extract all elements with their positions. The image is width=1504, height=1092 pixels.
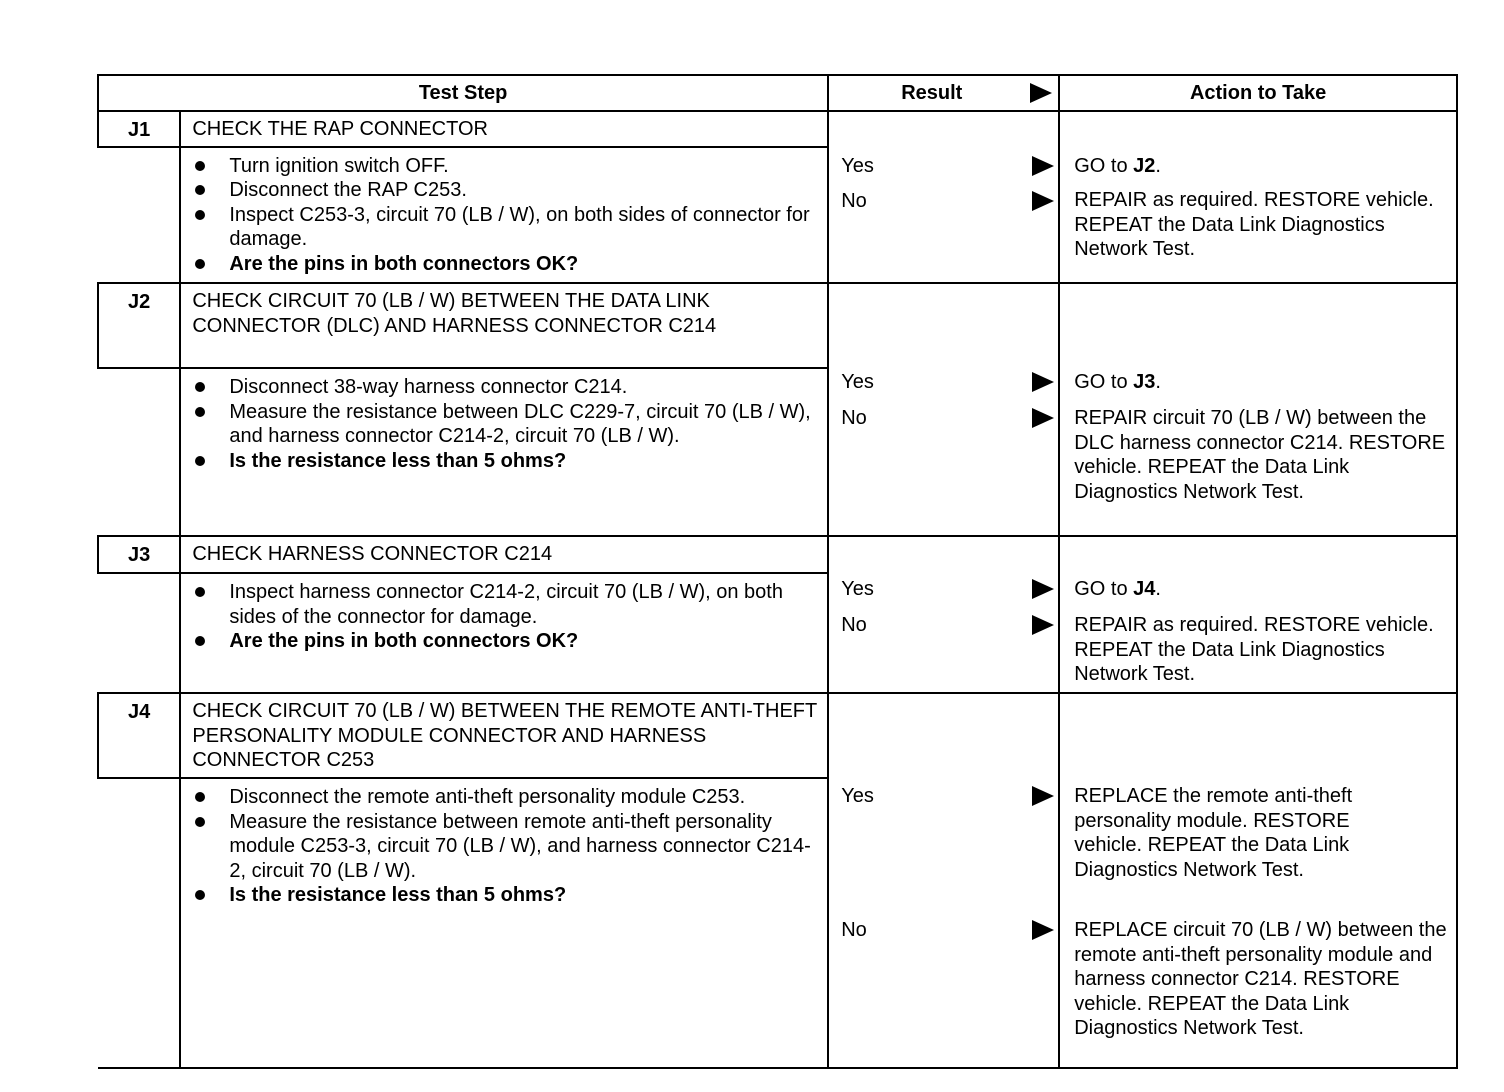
bullet-icon (193, 375, 229, 399)
result-label: Yes (841, 577, 874, 600)
header-action: Action to Take (1059, 75, 1457, 111)
bullet-icon (193, 400, 229, 424)
action-yes (1074, 154, 1452, 179)
bullet-icon (193, 810, 229, 834)
action-no: REPAIR as required. RESTORE vehicle. REPEAT the Data Link Diagnostics Network Test. (1074, 189, 1434, 260)
header-test-step: Test Step (98, 75, 828, 111)
bullet-icon (193, 203, 229, 227)
action-yes (1074, 370, 1452, 395)
arrow-icon (1032, 615, 1054, 635)
step-title: CHECK CIRCUIT 70 (LB / W) BETWEEN THE DATA LINK CONNECTOR (DLC) AND HARNESS CONNECTOR C214 (180, 283, 828, 368)
arrow-icon (1030, 83, 1052, 103)
result-yes (841, 370, 1058, 394)
result-yes (841, 154, 1058, 178)
bullet-question: Is the resistance less than 5 ohms? (193, 449, 815, 474)
arrow-icon (1032, 156, 1054, 176)
action-cell (1059, 111, 1457, 283)
step-id: J4 (98, 693, 180, 778)
step-title-row (98, 536, 1457, 573)
result-cell (828, 536, 1059, 693)
header-result (828, 75, 1059, 111)
result-cell (828, 111, 1059, 283)
action-suffix: . (1155, 371, 1161, 393)
arrow-icon (1032, 191, 1054, 211)
action-suffix: . (1155, 155, 1161, 177)
step-id: J1 (98, 111, 180, 147)
result-label: No (841, 189, 867, 212)
action-target: J4 (1133, 578, 1156, 600)
action-no: REPLACE circuit 70 (LB / W) between the remote anti-theft personality module and harness connector C214. RESTORE vehicle. REPEAT the Data Link Diagnostics Network Test. (1074, 919, 1447, 1039)
step-title: CHECK THE RAP CONNECTOR (180, 111, 828, 147)
result-no (841, 189, 1058, 213)
bullet-item: Turn ignition switch OFF. (193, 154, 815, 179)
arrow-icon (1032, 372, 1054, 392)
bullet-icon (193, 178, 229, 202)
action-text: GO to (1074, 371, 1134, 393)
action-suffix: . (1155, 578, 1161, 600)
header-row (98, 75, 1457, 111)
bullet-item: Measure the resistance between remote anti-theft personality module C253-3, circuit 70 (LB / W), and harness connector C214-2, circuit 70 (LB / W). (193, 810, 815, 884)
action-text: GO to (1074, 155, 1134, 177)
bullet-icon (193, 449, 229, 473)
arrow-icon (1032, 579, 1054, 599)
step-id-spacer (98, 778, 180, 1068)
step-id-spacer (98, 147, 180, 284)
bullet-icon (193, 785, 229, 809)
result-no (841, 613, 1058, 637)
action-yes: REPLACE the remote anti-theft personality module. RESTORE vehicle. REPEAT the Data Link Diagnostics Network Test. (1074, 785, 1353, 881)
step-id-spacer (98, 368, 180, 536)
action-target: J2 (1133, 155, 1156, 177)
result-label: No (841, 918, 867, 941)
result-cell (828, 693, 1059, 1068)
result-label: Yes (841, 154, 874, 177)
bullet-item: Disconnect the remote anti-theft personality module C253. (193, 785, 815, 810)
action-no: REPAIR circuit 70 (LB / W) between the DLC harness connector C214. RESTORE vehicle. REPEAT the Data Link Diagnostics Network Test. (1074, 407, 1446, 503)
action-no: REPAIR as required. RESTORE vehicle. REPEAT the Data Link Diagnostics Network Test. (1074, 614, 1434, 685)
result-cell (828, 283, 1059, 536)
bullet-icon (193, 883, 229, 907)
step-id: J3 (98, 536, 180, 573)
bullet-item: Disconnect 38-way harness connector C214. (193, 375, 815, 400)
step-title: CHECK CIRCUIT 70 (LB / W) BETWEEN THE REMOTE ANTI-THEFT PERSONALITY MODULE CONNECTOR AND HARNESS CONNECTOR C253 (180, 693, 828, 778)
action-cell (1059, 283, 1457, 536)
bullet-item: Inspect C253-3, circuit 70 (LB / W), on both sides of connector for damage. (193, 203, 815, 252)
arrow-icon (1032, 920, 1054, 940)
step-title-row (98, 283, 1457, 368)
result-label: No (841, 613, 867, 636)
bullet-question: Are the pins in both connectors OK? (193, 252, 815, 277)
step-title-row (98, 693, 1457, 778)
bullet-icon (193, 629, 229, 653)
result-no (841, 918, 1058, 942)
step-bullets (180, 573, 828, 693)
action-target: J3 (1133, 371, 1156, 393)
bullet-icon (193, 154, 229, 178)
action-cell (1059, 536, 1457, 693)
result-label: No (841, 406, 867, 429)
bullet-item: Measure the resistance between DLC C229-7, circuit 70 (LB / W), and harness connector C214-2, circuit 70 (LB / W). (193, 400, 815, 449)
header-result-label: Result (901, 82, 963, 104)
step-bullets (180, 147, 828, 284)
step-bullets (180, 368, 828, 536)
result-label: Yes (841, 784, 874, 807)
step-id-spacer (98, 573, 180, 693)
result-yes (841, 784, 1058, 808)
action-text: GO to (1074, 578, 1134, 600)
bullet-item: Disconnect the RAP C253. (193, 178, 815, 203)
arrow-icon (1032, 408, 1054, 428)
step-title: CHECK HARNESS CONNECTOR C214 (180, 536, 828, 573)
result-label: Yes (841, 370, 874, 393)
bullet-icon (193, 580, 229, 604)
bullet-question: Is the resistance less than 5 ohms? (193, 883, 815, 908)
action-cell (1059, 693, 1457, 1068)
result-yes (841, 577, 1058, 601)
diagnostic-table (97, 74, 1458, 1069)
result-no (841, 406, 1058, 430)
bullet-item: Inspect harness connector C214-2, circuit 70 (LB / W), on both sides of the connector for damage. (193, 580, 815, 629)
step-title-row (98, 111, 1457, 147)
arrow-icon (1032, 786, 1054, 806)
bullet-icon (193, 252, 229, 276)
step-id: J2 (98, 283, 180, 368)
bullet-question: Are the pins in both connectors OK? (193, 629, 815, 654)
action-yes (1074, 577, 1452, 602)
step-bullets (180, 778, 828, 1068)
